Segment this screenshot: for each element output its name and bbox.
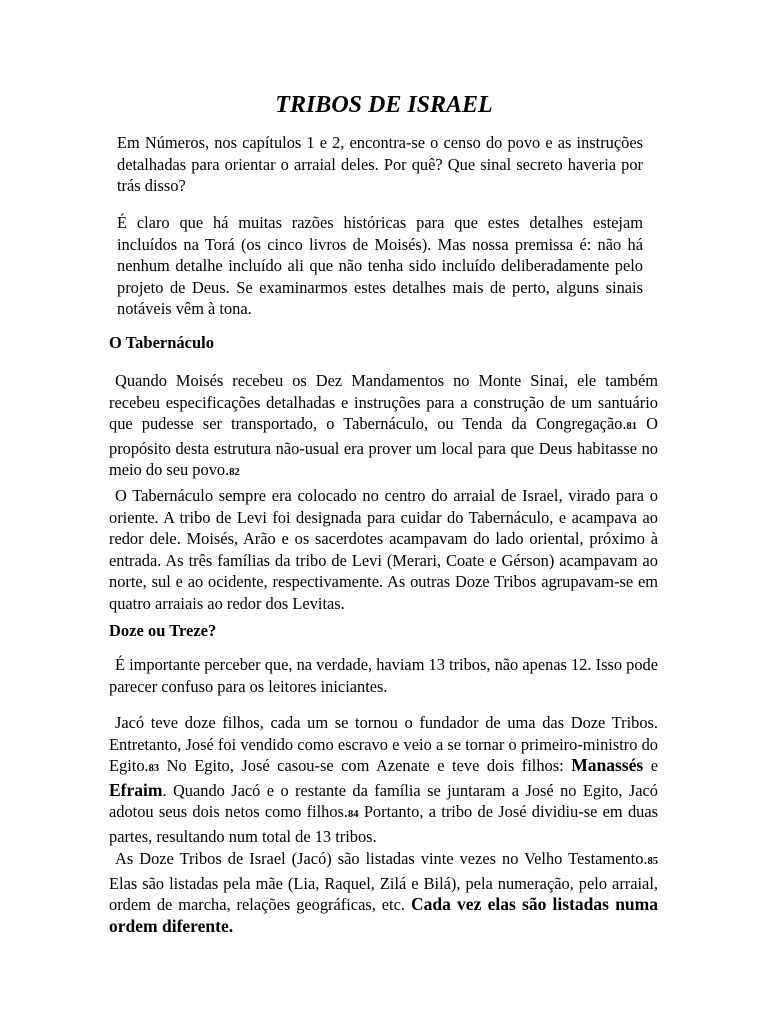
paragraph-text: No Egito, José casou-se com Azenate e teve dois filhos: bbox=[159, 756, 572, 776]
paragraph-tabernaculo-1 bbox=[109, 370, 658, 484]
name-manasses: Manassés bbox=[571, 755, 644, 776]
section-heading-tabernaculo: O Tabernáculo bbox=[109, 333, 214, 352]
footnote-ref-82[interactable]: 82 bbox=[229, 467, 240, 479]
paragraph-text: Jacó teve doze filhos, cada um se tornou o fundador de uma das Doze Tribos. Entretanto, José foi vendido como escravo e veio a se tornar o primeiro-ministro do Egito. bbox=[109, 713, 658, 776]
paragraph-text: O propósito desta estrutura não-usual era prover um local para que Deus habitasse no meio do seu povo. bbox=[109, 414, 658, 480]
paragraph-doze-2 bbox=[109, 712, 658, 848]
paragraph-tabernaculo-2: O Tabernáculo sempre era colocado no centro do arraial de Israel, virado para o oriente. A tribo de Levi foi designada para cuidar do Tabernáculo, e acampava ao redor dele. Moisés, Arão e os sacerdotes acampavam do lado oriental, próximo à entrada. As três famílias da tribo de Levi (Merari, Coate e Gérson) acampavam ao norte, sul e ao ocidente, respectivamente. As outras Doze Tribos agrupavam-se em quatro arraiais ao redor dos Levitas. bbox=[109, 486, 658, 613]
emphasis-sentence: Cada vez elas são listadas numa ordem diferente. bbox=[109, 894, 658, 936]
footnote-ref-85[interactable]: 85 bbox=[647, 856, 658, 867]
name-efraim: Efraim bbox=[109, 779, 163, 800]
paragraph-text: Portanto, a tribo de José dividiu-se em duas partes, resultando num total de 13 tribos. bbox=[109, 802, 658, 846]
paragraph-text: As Doze Tribos de Israel (Jacó) são listadas vinte vezes no Velho Testamento. bbox=[115, 849, 648, 868]
intro-paragraph-2: É claro que há muitas razões históricas para que estes detalhes estejam incluídos na Torá (os cinco livros de Moisés). Mas nossa premissa é: não há nenhum detalhe incluído ali que não tenha sido incluído deliberadamente pelo projeto de Deus. Se examinarmos estes detalhes mais de perto, alguns sinais notáveis vêm à tona. bbox=[117, 213, 643, 319]
intro-paragraph-1: Em Números, nos capítulos 1 e 2, encontra-se o censo do povo e as instruções detalhadas para orientar o arraial deles. Por quê? Que sinal secreto haveria por trás disso? bbox=[117, 133, 643, 196]
paragraph-text: e bbox=[643, 756, 658, 776]
footnote-ref-81[interactable]: 81 bbox=[626, 421, 638, 433]
paragraph-doze-1: É importante perceber que, na verdade, haviam 13 tribos, não apenas 12. Isso pode parecer confuso para os leitores iniciantes. bbox=[109, 655, 658, 696]
paragraph-text: Elas são listadas pela mãe (Lia, Raquel, Zilá e Bilá), pela numeração, pelo arraial, ordem de marcha, relações geográficas, etc. bbox=[109, 873, 658, 915]
section-heading-doze-ou-treze: Doze ou Treze? bbox=[109, 621, 217, 640]
footnote-ref-84[interactable]: 84 bbox=[348, 809, 359, 821]
paragraph-doze-3 bbox=[109, 848, 658, 937]
page-title: TRIBOS DE ISRAEL bbox=[275, 92, 493, 118]
footnote-ref-83[interactable]: 83 bbox=[148, 763, 160, 775]
paragraph-text: Quando Moisés recebeu os Dez Mandamentos no Monte Sinai, ele também recebeu especificações detalhadas e instruções para a construção de um santuário que pudesse ser transportado, o Tabernáculo, ou Tenda da Congregação. bbox=[109, 371, 658, 434]
paragraph-text: . Quando Jacó e o restante da família se juntaram a José no Egito, Jacó adotou seus dois netos como filhos. bbox=[109, 780, 658, 822]
